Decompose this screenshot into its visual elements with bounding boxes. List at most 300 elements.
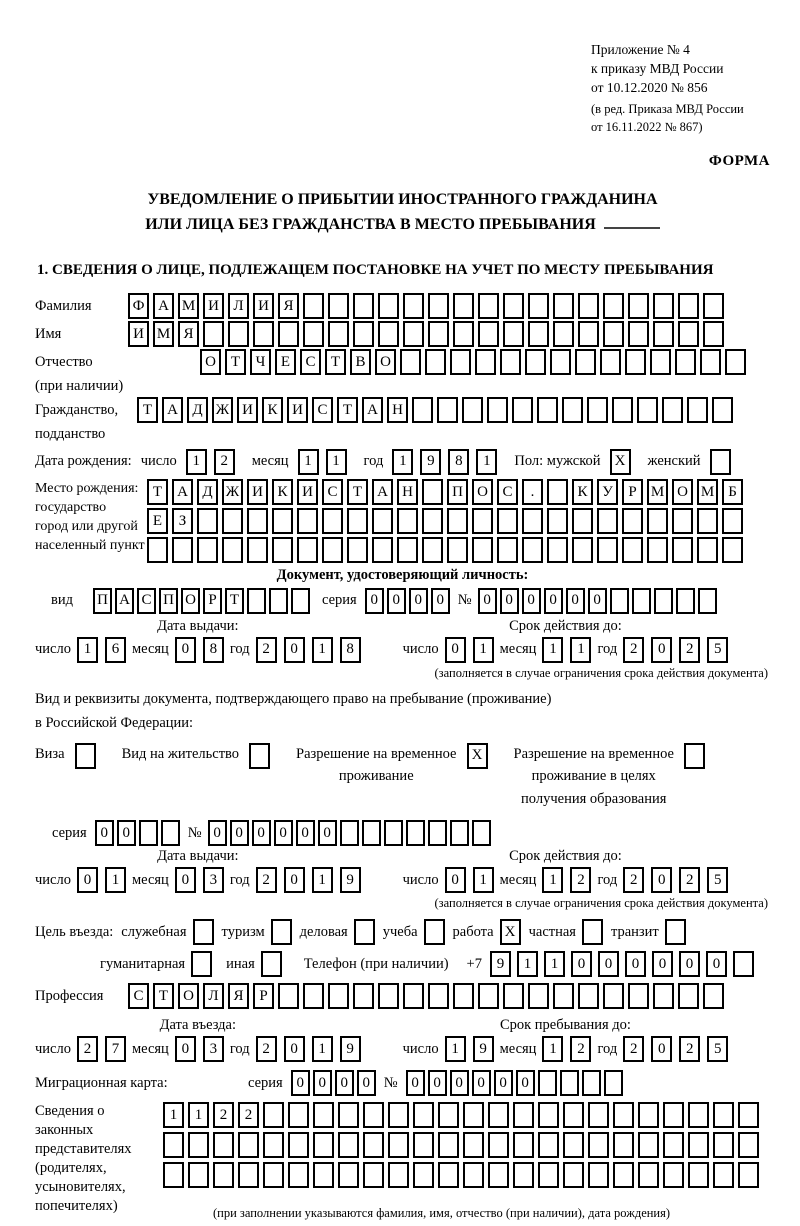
char-box[interactable]: И <box>247 479 268 505</box>
char-box[interactable] <box>675 349 696 375</box>
char-box[interactable] <box>713 1132 734 1158</box>
char-box[interactable] <box>588 1162 609 1188</box>
char-box[interactable] <box>453 293 474 319</box>
char-box[interactable] <box>222 537 243 563</box>
char-box[interactable] <box>453 983 474 1009</box>
char-box[interactable] <box>353 321 374 347</box>
char-box[interactable] <box>738 1132 759 1158</box>
char-box[interactable]: 1 <box>186 449 207 475</box>
char-box[interactable] <box>562 397 583 423</box>
char-box[interactable]: 1 <box>312 1036 333 1062</box>
char-box[interactable] <box>613 1162 634 1188</box>
char-box[interactable] <box>422 508 443 534</box>
char-box[interactable] <box>475 349 496 375</box>
char-box[interactable]: С <box>128 983 149 1009</box>
char-box[interactable]: О <box>181 588 200 614</box>
char-box[interactable] <box>437 397 458 423</box>
char-box[interactable]: 2 <box>679 867 700 893</box>
char-box[interactable]: О <box>672 479 693 505</box>
char-box[interactable] <box>363 1162 384 1188</box>
char-box[interactable] <box>588 1102 609 1128</box>
char-box[interactable]: 6 <box>105 637 126 663</box>
char-box[interactable]: А <box>362 397 383 423</box>
char-box[interactable]: 1 <box>298 449 319 475</box>
char-box[interactable] <box>322 508 343 534</box>
char-box[interactable]: С <box>322 479 343 505</box>
char-box[interactable] <box>438 1162 459 1188</box>
char-box[interactable]: З <box>172 508 193 534</box>
transit-checkbox[interactable] <box>665 919 686 945</box>
char-box[interactable] <box>582 1070 601 1096</box>
char-box[interactable]: 1 <box>163 1102 184 1128</box>
char-box[interactable] <box>272 537 293 563</box>
sex-male-checkbox[interactable]: X <box>610 449 631 475</box>
char-box[interactable] <box>560 1070 579 1096</box>
char-box[interactable] <box>288 1102 309 1128</box>
char-box[interactable]: 2 <box>256 1036 277 1062</box>
char-box[interactable] <box>497 537 518 563</box>
char-box[interactable] <box>188 1162 209 1188</box>
char-box[interactable] <box>538 1132 559 1158</box>
char-box[interactable] <box>213 1132 234 1158</box>
char-box[interactable] <box>384 820 403 846</box>
char-box[interactable] <box>600 349 621 375</box>
char-box[interactable] <box>572 537 593 563</box>
char-box[interactable] <box>403 321 424 347</box>
char-box[interactable] <box>447 537 468 563</box>
char-box[interactable] <box>547 508 568 534</box>
char-box[interactable] <box>397 508 418 534</box>
char-box[interactable]: 1 <box>542 1036 563 1062</box>
char-box[interactable]: Т <box>337 397 358 423</box>
char-box[interactable] <box>472 820 491 846</box>
char-box[interactable] <box>512 397 533 423</box>
char-box[interactable] <box>425 349 446 375</box>
char-box[interactable] <box>253 321 274 347</box>
char-box[interactable]: М <box>153 321 174 347</box>
char-box[interactable] <box>587 397 608 423</box>
char-box[interactable]: 0 <box>335 1070 354 1096</box>
tourism-checkbox[interactable] <box>271 919 292 945</box>
char-box[interactable] <box>553 983 574 1009</box>
char-box[interactable] <box>472 537 493 563</box>
char-box[interactable] <box>322 537 343 563</box>
char-box[interactable]: 0 <box>472 1070 491 1096</box>
char-box[interactable] <box>428 321 449 347</box>
char-box[interactable] <box>528 983 549 1009</box>
char-box[interactable] <box>662 397 683 423</box>
char-box[interactable]: 0 <box>679 951 700 977</box>
char-box[interactable]: О <box>178 983 199 1009</box>
char-box[interactable]: 0 <box>428 1070 447 1096</box>
char-box[interactable]: 9 <box>490 951 511 977</box>
char-box[interactable]: 1 <box>570 637 591 663</box>
char-box[interactable] <box>622 537 643 563</box>
char-box[interactable]: Р <box>622 479 643 505</box>
char-box[interactable] <box>291 588 310 614</box>
char-box[interactable] <box>488 1102 509 1128</box>
char-box[interactable] <box>238 1162 259 1188</box>
char-box[interactable]: С <box>312 397 333 423</box>
char-box[interactable] <box>697 537 718 563</box>
char-box[interactable]: 0 <box>431 588 450 614</box>
char-box[interactable]: 8 <box>340 637 361 663</box>
char-box[interactable] <box>378 293 399 319</box>
char-box[interactable]: У <box>597 479 618 505</box>
char-box[interactable]: 0 <box>77 867 98 893</box>
char-box[interactable]: 0 <box>365 588 384 614</box>
char-box[interactable]: 0 <box>544 588 563 614</box>
char-box[interactable] <box>537 397 558 423</box>
char-box[interactable] <box>575 349 596 375</box>
char-box[interactable] <box>578 983 599 1009</box>
char-box[interactable]: 2 <box>570 867 591 893</box>
char-box[interactable] <box>288 1132 309 1158</box>
char-box[interactable] <box>450 349 471 375</box>
char-box[interactable]: 1 <box>188 1102 209 1128</box>
char-box[interactable] <box>403 293 424 319</box>
char-box[interactable]: 0 <box>522 588 541 614</box>
char-box[interactable] <box>547 537 568 563</box>
char-box[interactable]: 9 <box>340 1036 361 1062</box>
char-box[interactable] <box>428 820 447 846</box>
char-box[interactable] <box>347 508 368 534</box>
char-box[interactable]: П <box>93 588 112 614</box>
char-box[interactable] <box>338 1102 359 1128</box>
char-box[interactable]: 0 <box>450 1070 469 1096</box>
char-box[interactable]: Т <box>147 479 168 505</box>
char-box[interactable]: 2 <box>214 449 235 475</box>
char-box[interactable]: А <box>162 397 183 423</box>
char-box[interactable] <box>188 1132 209 1158</box>
work-checkbox[interactable]: X <box>500 919 521 945</box>
char-box[interactable]: В <box>350 349 371 375</box>
char-box[interactable] <box>297 508 318 534</box>
char-box[interactable] <box>638 1162 659 1188</box>
char-box[interactable]: П <box>159 588 178 614</box>
char-box[interactable] <box>247 588 266 614</box>
char-box[interactable] <box>388 1162 409 1188</box>
char-box[interactable] <box>378 983 399 1009</box>
char-box[interactable]: С <box>137 588 156 614</box>
char-box[interactable] <box>413 1102 434 1128</box>
char-box[interactable]: 0 <box>625 951 646 977</box>
char-box[interactable] <box>553 321 574 347</box>
char-box[interactable]: 0 <box>291 1070 310 1096</box>
char-box[interactable] <box>363 1102 384 1128</box>
char-box[interactable] <box>303 321 324 347</box>
char-box[interactable]: И <box>203 293 224 319</box>
char-box[interactable] <box>553 293 574 319</box>
char-box[interactable] <box>654 588 673 614</box>
char-box[interactable]: Т <box>225 349 246 375</box>
char-box[interactable] <box>172 537 193 563</box>
char-box[interactable] <box>269 588 288 614</box>
char-box[interactable]: 0 <box>230 820 249 846</box>
char-box[interactable]: Т <box>153 983 174 1009</box>
char-box[interactable]: Д <box>197 479 218 505</box>
char-box[interactable] <box>413 1162 434 1188</box>
temp-residence-checkbox[interactable]: X <box>467 743 488 769</box>
char-box[interactable] <box>513 1162 534 1188</box>
char-box[interactable]: И <box>287 397 308 423</box>
char-box[interactable] <box>563 1162 584 1188</box>
char-box[interactable]: 2 <box>623 1036 644 1062</box>
char-box[interactable]: 1 <box>312 637 333 663</box>
char-box[interactable]: О <box>200 349 221 375</box>
char-box[interactable] <box>353 293 374 319</box>
char-box[interactable] <box>522 508 543 534</box>
char-box[interactable] <box>403 983 424 1009</box>
char-box[interactable] <box>503 321 524 347</box>
char-box[interactable] <box>688 1132 709 1158</box>
char-box[interactable]: . <box>522 479 543 505</box>
char-box[interactable] <box>550 349 571 375</box>
char-box[interactable] <box>588 1132 609 1158</box>
char-box[interactable]: 0 <box>318 820 337 846</box>
char-box[interactable]: 0 <box>409 588 428 614</box>
char-box[interactable] <box>247 537 268 563</box>
char-box[interactable]: 1 <box>542 637 563 663</box>
char-box[interactable]: 0 <box>387 588 406 614</box>
business-checkbox[interactable] <box>354 919 375 945</box>
char-box[interactable] <box>700 349 721 375</box>
char-box[interactable]: К <box>572 479 593 505</box>
char-box[interactable]: 5 <box>707 867 728 893</box>
char-box[interactable] <box>678 293 699 319</box>
char-box[interactable] <box>422 537 443 563</box>
char-box[interactable]: 0 <box>284 1036 305 1062</box>
char-box[interactable]: Я <box>228 983 249 1009</box>
char-box[interactable]: 8 <box>203 637 224 663</box>
char-box[interactable] <box>388 1102 409 1128</box>
char-box[interactable]: 1 <box>312 867 333 893</box>
char-box[interactable] <box>412 397 433 423</box>
char-box[interactable] <box>197 537 218 563</box>
char-box[interactable]: С <box>300 349 321 375</box>
char-box[interactable]: 1 <box>445 1036 466 1062</box>
char-box[interactable] <box>413 1132 434 1158</box>
sex-female-checkbox[interactable] <box>710 449 731 475</box>
char-box[interactable] <box>578 293 599 319</box>
char-box[interactable] <box>513 1102 534 1128</box>
char-box[interactable] <box>488 1162 509 1188</box>
char-box[interactable] <box>238 1132 259 1158</box>
study-checkbox[interactable] <box>424 919 445 945</box>
char-box[interactable]: А <box>172 479 193 505</box>
char-box[interactable] <box>338 1132 359 1158</box>
char-box[interactable]: Д <box>187 397 208 423</box>
char-box[interactable] <box>637 397 658 423</box>
char-box[interactable] <box>478 321 499 347</box>
char-box[interactable] <box>722 508 743 534</box>
char-box[interactable] <box>628 983 649 1009</box>
char-box[interactable] <box>738 1162 759 1188</box>
char-box[interactable] <box>647 508 668 534</box>
char-box[interactable] <box>647 537 668 563</box>
official-checkbox[interactable] <box>193 919 214 945</box>
char-box[interactable] <box>672 508 693 534</box>
char-box[interactable]: 0 <box>566 588 585 614</box>
char-box[interactable]: 5 <box>707 1036 728 1062</box>
char-box[interactable]: 0 <box>571 951 592 977</box>
char-box[interactable] <box>438 1132 459 1158</box>
char-box[interactable]: 0 <box>313 1070 332 1096</box>
visa-checkbox[interactable] <box>75 743 96 769</box>
char-box[interactable]: 2 <box>679 1036 700 1062</box>
char-box[interactable] <box>487 397 508 423</box>
char-box[interactable]: 0 <box>284 637 305 663</box>
char-box[interactable]: А <box>153 293 174 319</box>
char-box[interactable] <box>163 1162 184 1188</box>
char-box[interactable] <box>603 293 624 319</box>
char-box[interactable] <box>597 508 618 534</box>
char-box[interactable]: П <box>447 479 468 505</box>
char-box[interactable] <box>713 1102 734 1128</box>
char-box[interactable]: 3 <box>203 867 224 893</box>
char-box[interactable] <box>663 1162 684 1188</box>
char-box[interactable] <box>263 1132 284 1158</box>
char-box[interactable] <box>722 537 743 563</box>
char-box[interactable] <box>653 321 674 347</box>
char-box[interactable]: 1 <box>517 951 538 977</box>
char-box[interactable]: 2 <box>623 867 644 893</box>
char-box[interactable] <box>503 293 524 319</box>
char-box[interactable]: Б <box>722 479 743 505</box>
char-box[interactable] <box>139 820 158 846</box>
char-box[interactable]: 0 <box>598 951 619 977</box>
char-box[interactable] <box>663 1132 684 1158</box>
char-box[interactable]: 2 <box>679 637 700 663</box>
char-box[interactable] <box>278 983 299 1009</box>
other-checkbox[interactable] <box>261 951 282 977</box>
char-box[interactable]: 0 <box>652 951 673 977</box>
char-box[interactable] <box>733 951 754 977</box>
char-box[interactable]: О <box>472 479 493 505</box>
char-box[interactable]: М <box>697 479 718 505</box>
char-box[interactable] <box>472 508 493 534</box>
char-box[interactable] <box>578 321 599 347</box>
char-box[interactable] <box>653 293 674 319</box>
char-box[interactable]: 0 <box>274 820 293 846</box>
char-box[interactable] <box>288 1162 309 1188</box>
char-box[interactable] <box>638 1132 659 1158</box>
char-box[interactable] <box>738 1102 759 1128</box>
char-box[interactable] <box>447 508 468 534</box>
char-box[interactable]: 0 <box>406 1070 425 1096</box>
char-box[interactable]: Я <box>278 293 299 319</box>
char-box[interactable]: А <box>115 588 134 614</box>
char-box[interactable] <box>313 1132 334 1158</box>
char-box[interactable] <box>678 983 699 1009</box>
char-box[interactable]: Е <box>275 349 296 375</box>
char-box[interactable]: И <box>237 397 258 423</box>
char-box[interactable]: 0 <box>175 867 196 893</box>
char-box[interactable]: Е <box>147 508 168 534</box>
char-box[interactable] <box>563 1132 584 1158</box>
char-box[interactable] <box>528 293 549 319</box>
char-box[interactable]: Л <box>228 293 249 319</box>
char-box[interactable]: И <box>128 321 149 347</box>
char-box[interactable] <box>676 588 695 614</box>
char-box[interactable] <box>428 293 449 319</box>
char-box[interactable] <box>528 321 549 347</box>
char-box[interactable] <box>478 293 499 319</box>
char-box[interactable] <box>632 588 651 614</box>
char-box[interactable] <box>263 1102 284 1128</box>
char-box[interactable]: 9 <box>340 867 361 893</box>
char-box[interactable]: 0 <box>445 867 466 893</box>
char-box[interactable] <box>406 820 425 846</box>
char-box[interactable]: А <box>372 479 393 505</box>
char-box[interactable]: Т <box>137 397 158 423</box>
char-box[interactable] <box>313 1162 334 1188</box>
char-box[interactable] <box>538 1162 559 1188</box>
char-box[interactable] <box>503 983 524 1009</box>
char-box[interactable]: 7 <box>105 1036 126 1062</box>
char-box[interactable]: 0 <box>95 820 114 846</box>
char-box[interactable] <box>338 1162 359 1188</box>
char-box[interactable] <box>378 321 399 347</box>
char-box[interactable] <box>603 321 624 347</box>
char-box[interactable]: Л <box>203 983 224 1009</box>
char-box[interactable]: 0 <box>175 1036 196 1062</box>
char-box[interactable] <box>363 1132 384 1158</box>
char-box[interactable]: 0 <box>706 951 727 977</box>
char-box[interactable] <box>163 1132 184 1158</box>
char-box[interactable]: 1 <box>392 449 413 475</box>
char-box[interactable] <box>663 1102 684 1128</box>
char-box[interactable]: 2 <box>213 1102 234 1128</box>
edu-residence-checkbox[interactable] <box>684 743 705 769</box>
char-box[interactable] <box>450 820 469 846</box>
char-box[interactable] <box>263 1162 284 1188</box>
char-box[interactable] <box>397 537 418 563</box>
char-box[interactable] <box>613 1132 634 1158</box>
char-box[interactable] <box>703 321 724 347</box>
char-box[interactable] <box>147 537 168 563</box>
char-box[interactable]: 0 <box>494 1070 513 1096</box>
char-box[interactable] <box>622 508 643 534</box>
char-box[interactable] <box>161 820 180 846</box>
char-box[interactable] <box>500 349 521 375</box>
char-box[interactable] <box>203 321 224 347</box>
char-box[interactable]: 1 <box>326 449 347 475</box>
char-box[interactable] <box>610 588 629 614</box>
char-box[interactable] <box>698 588 717 614</box>
char-box[interactable]: Р <box>203 588 222 614</box>
char-box[interactable]: 1 <box>77 637 98 663</box>
char-box[interactable]: 8 <box>448 449 469 475</box>
char-box[interactable] <box>422 479 443 505</box>
char-box[interactable] <box>653 983 674 1009</box>
char-box[interactable] <box>703 293 724 319</box>
char-box[interactable] <box>488 1132 509 1158</box>
char-box[interactable] <box>650 349 671 375</box>
char-box[interactable] <box>388 1132 409 1158</box>
char-box[interactable] <box>538 1102 559 1128</box>
char-box[interactable] <box>463 1132 484 1158</box>
char-box[interactable] <box>603 983 624 1009</box>
char-box[interactable] <box>497 508 518 534</box>
residence-checkbox[interactable] <box>249 743 270 769</box>
char-box[interactable]: 0 <box>357 1070 376 1096</box>
char-box[interactable] <box>297 537 318 563</box>
char-box[interactable] <box>328 983 349 1009</box>
char-box[interactable]: И <box>297 479 318 505</box>
char-box[interactable]: 3 <box>203 1036 224 1062</box>
char-box[interactable] <box>303 983 324 1009</box>
